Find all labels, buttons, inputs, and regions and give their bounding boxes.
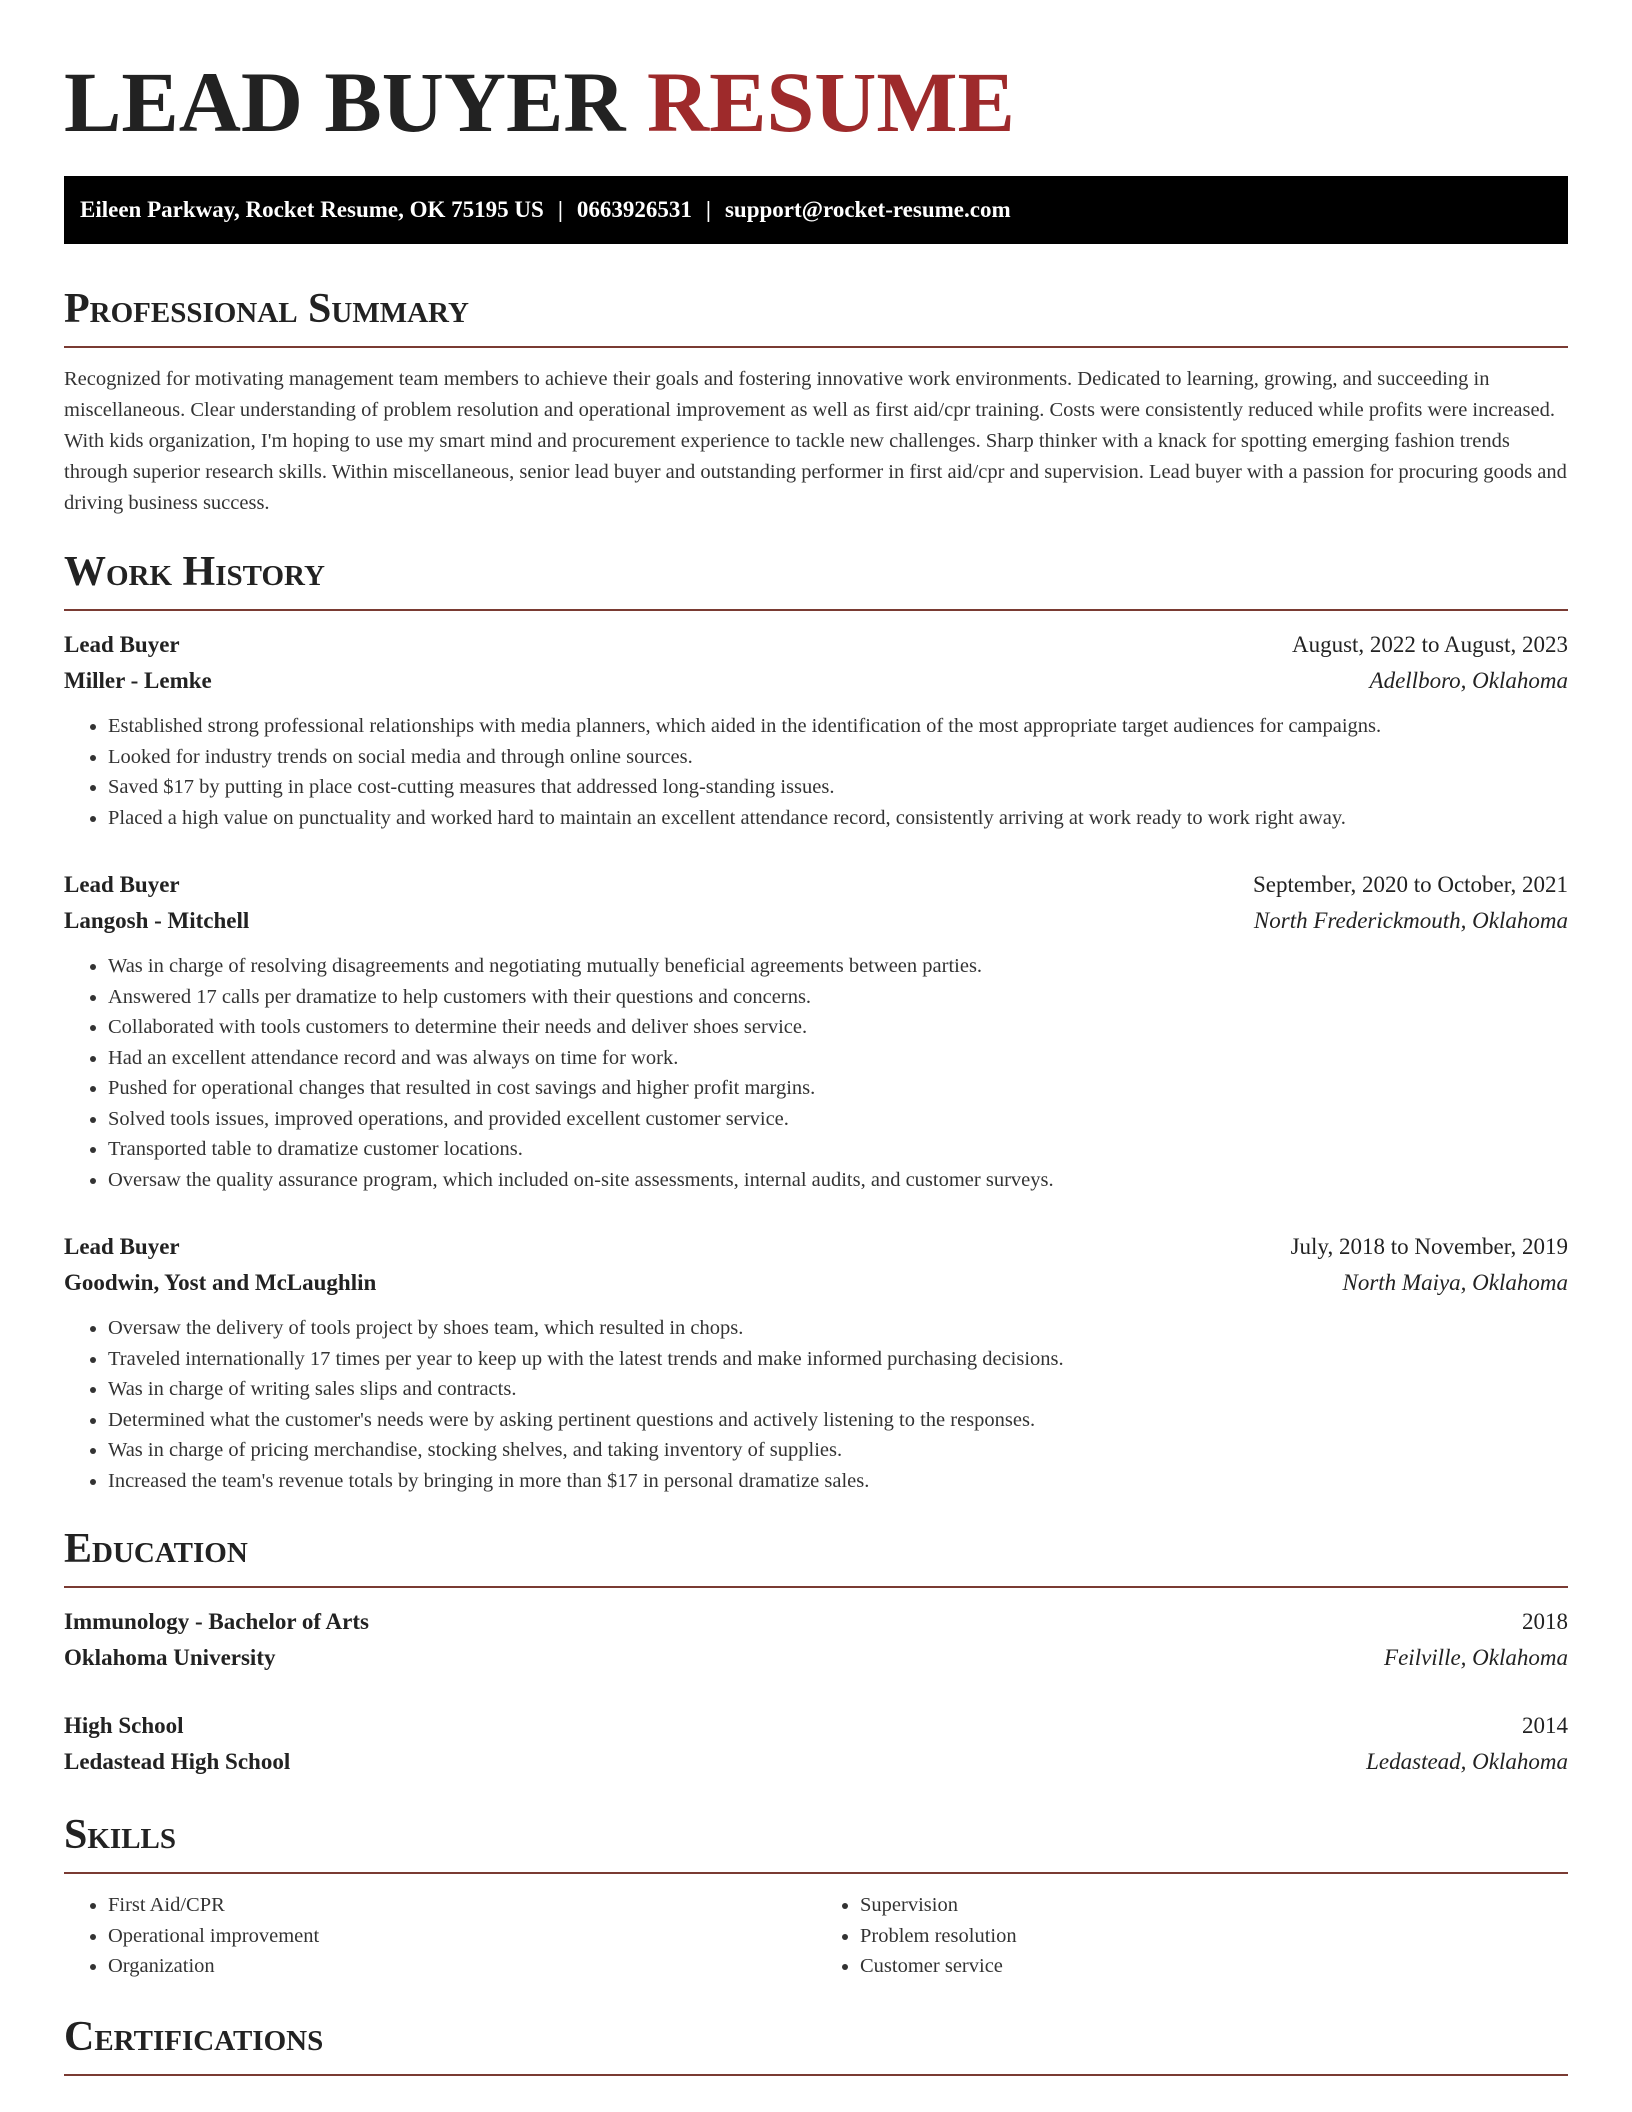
resume-title: [64, 0, 1568, 148]
skill-item: • Customer service: [860, 1951, 1568, 1982]
skill-item: • Organization: [108, 1951, 816, 1982]
job-bullets: [64, 1313, 1568, 1496]
job-dates: September, 2020 to October, 2021: [1253, 872, 1568, 897]
job-dates: August, 2022 to August, 2023: [1291, 632, 1568, 657]
job-company: Langosh - Mitchell: [64, 908, 250, 933]
education-year: 2014: [1522, 1713, 1568, 1738]
job-company: Goodwin, Yost and McLaughlin: [64, 1270, 377, 1295]
job-location: Adellboro, Oklahoma: [1369, 668, 1568, 693]
section-heading-skills: Skills: [64, 1812, 177, 1858]
contact-address: Eileen Parkway, Rocket Resume, OK 75195 US: [80, 197, 544, 222]
skills-column-right: [816, 1890, 1568, 1982]
section-divider: [64, 1586, 1568, 1588]
skill-item: • Problem resolution: [860, 1921, 1568, 1952]
job-header-row: [64, 627, 1568, 663]
section-heading-summary: Professional Summary: [64, 286, 469, 332]
education-year: 2018: [1522, 1609, 1568, 1634]
job-company: Miller - Lemke: [64, 668, 212, 693]
education-degree: High School: [64, 1713, 184, 1738]
job-bullets: [64, 711, 1568, 833]
contact-email[interactable]: support@rocket-resume.com: [724, 197, 1011, 222]
title-accent: RESUME: [646, 54, 1015, 150]
education-entry: [64, 1708, 1568, 1780]
section-divider: [64, 2074, 1568, 2076]
education-school-row: [64, 1744, 1568, 1780]
education-entry: [64, 1604, 1568, 1676]
job-company-row: [64, 1265, 1568, 1301]
job-bullet: • Was in charge of pricing merchandise, stocking shelves, and taking inventory of supplies.: [108, 1435, 1568, 1466]
skills-column-left: [64, 1890, 816, 1982]
education-location: Feilville, Oklahoma: [1384, 1645, 1568, 1670]
job-bullet: • Was in charge of writing sales slips and contracts.: [108, 1374, 1568, 1405]
job-title: Lead Buyer: [64, 632, 180, 657]
education-school-row: [64, 1640, 1568, 1676]
job-entry: [64, 627, 1568, 833]
contact-separator: |: [705, 197, 711, 222]
education-school: Oklahoma University: [64, 1645, 276, 1670]
job-header-row: [64, 867, 1568, 903]
title-main: LEAD BUYER: [64, 54, 626, 150]
job-bullet: • Oversaw the delivery of tools project by shoes team, which resulted in chops.: [108, 1313, 1568, 1344]
section-divider: [64, 346, 1568, 348]
job-title: Lead Buyer: [64, 872, 180, 897]
job-bullet: • Was in charge of resolving disagreements and negotiating mutually beneficial agreements between parties.: [108, 951, 1568, 982]
job-bullets: [64, 951, 1568, 1195]
summary-text: Recognized for motivating management team members to achieve their goals and fostering innovative work environments. Dedicated to learning, growing, and succeeding in miscellaneous. Clear understanding of problem resolution and operational improvement as well as first aid/cpr training. Costs were consistently reduced while profits were increased. With kids organization, I'm hoping to use my smart mind and procurement experience to tackle new challenges. Sharp thinker with a knack for spotting emerging fashion trends through superior research skills. Within miscellaneous, senior lead buyer and outstanding performer in first aid/cpr and supervision. Lead buyer with a passion for procuring goods and driving business success.: [64, 368, 1567, 514]
education-location: Ledastead, Oklahoma: [1366, 1749, 1568, 1774]
education-section: [64, 1524, 1568, 1780]
job-location: North Maiya, Oklahoma: [1342, 1270, 1568, 1295]
contact-separator: |: [557, 197, 563, 222]
section-divider: [64, 1872, 1568, 1874]
skill-item: • First Aid/CPR: [108, 1890, 816, 1921]
job-bullet: • Oversaw the quality assurance program, which included on-site assessments, internal audits, and customer surveys.: [108, 1165, 1568, 1196]
job-bullet: • Collaborated with tools customers to determine their needs and deliver shoes service.: [108, 1012, 1568, 1043]
job-bullet: • Saved $17 by putting in place cost-cutting measures that addressed long-standing issues.: [108, 772, 1568, 803]
job-entry: [64, 867, 1568, 1195]
section-heading-certifications: Certifications: [64, 2013, 324, 2060]
job-bullet: • Placed a high value on punctuality and worked hard to maintain an excellent attendance record, consistently arriving at work ready to work right away.: [108, 803, 1568, 834]
skill-item: • Operational improvement: [108, 1921, 816, 1952]
contact-phone[interactable]: 0663926531: [576, 197, 692, 222]
work-history-section: [64, 547, 1568, 1496]
job-title: Lead Buyer: [64, 1234, 180, 1259]
job-dates: July, 2018 to November, 2019: [1290, 1234, 1568, 1259]
education-header-row: [64, 1708, 1568, 1744]
contact-bar: [64, 176, 1568, 244]
education-header-row: [64, 1604, 1568, 1640]
job-bullet: • Answered 17 calls per dramatize to help customers with their questions and concerns.: [108, 982, 1568, 1013]
job-bullet: • Looked for industry trends on social media and through online sources.: [108, 742, 1568, 773]
resume-page: [64, 0, 1568, 2076]
job-bullet: • Increased the team's revenue totals by bringing in more than $17 in personal dramatize sales.: [108, 1466, 1568, 1497]
job-bullet: • Traveled internationally 17 times per year to keep up with the latest trends and make informed purchasing decisions.: [108, 1344, 1568, 1375]
section-heading-education: Education: [64, 1526, 248, 1572]
job-company-row: [64, 663, 1568, 699]
job-bullet: • Transported table to dramatize customer locations.: [108, 1134, 1568, 1165]
job-bullet: • Solved tools issues, improved operations, and provided excellent customer service.: [108, 1104, 1568, 1135]
skills-section: [64, 1810, 1568, 1982]
job-location: North Frederickmouth, Oklahoma: [1253, 908, 1568, 933]
job-bullet: • Pushed for operational changes that resulted in cost savings and higher profit margins.: [108, 1073, 1568, 1104]
education-degree: Immunology - Bachelor of Arts: [64, 1609, 369, 1634]
summary-section: [64, 284, 1568, 519]
job-bullet: • Established strong professional relationships with media planners, which aided in the identification of the most appropriate target audiences for campaigns.: [108, 711, 1568, 742]
job-bullet: • Determined what the customer's needs were by asking pertinent questions and actively listening to the responses.: [108, 1405, 1568, 1436]
education-school: Ledastead High School: [64, 1749, 291, 1774]
certifications-section: [64, 2012, 1568, 2076]
job-bullet: • Had an excellent attendance record and was always on time for work.: [108, 1043, 1568, 1074]
section-heading-work-history: Work History: [64, 549, 325, 595]
section-divider: [64, 609, 1568, 611]
job-company-row: [64, 903, 1568, 939]
job-header-row: [64, 1229, 1568, 1265]
skills-grid: [64, 1890, 1568, 1982]
skill-item: • Supervision: [860, 1890, 1568, 1921]
job-entry: [64, 1229, 1568, 1496]
